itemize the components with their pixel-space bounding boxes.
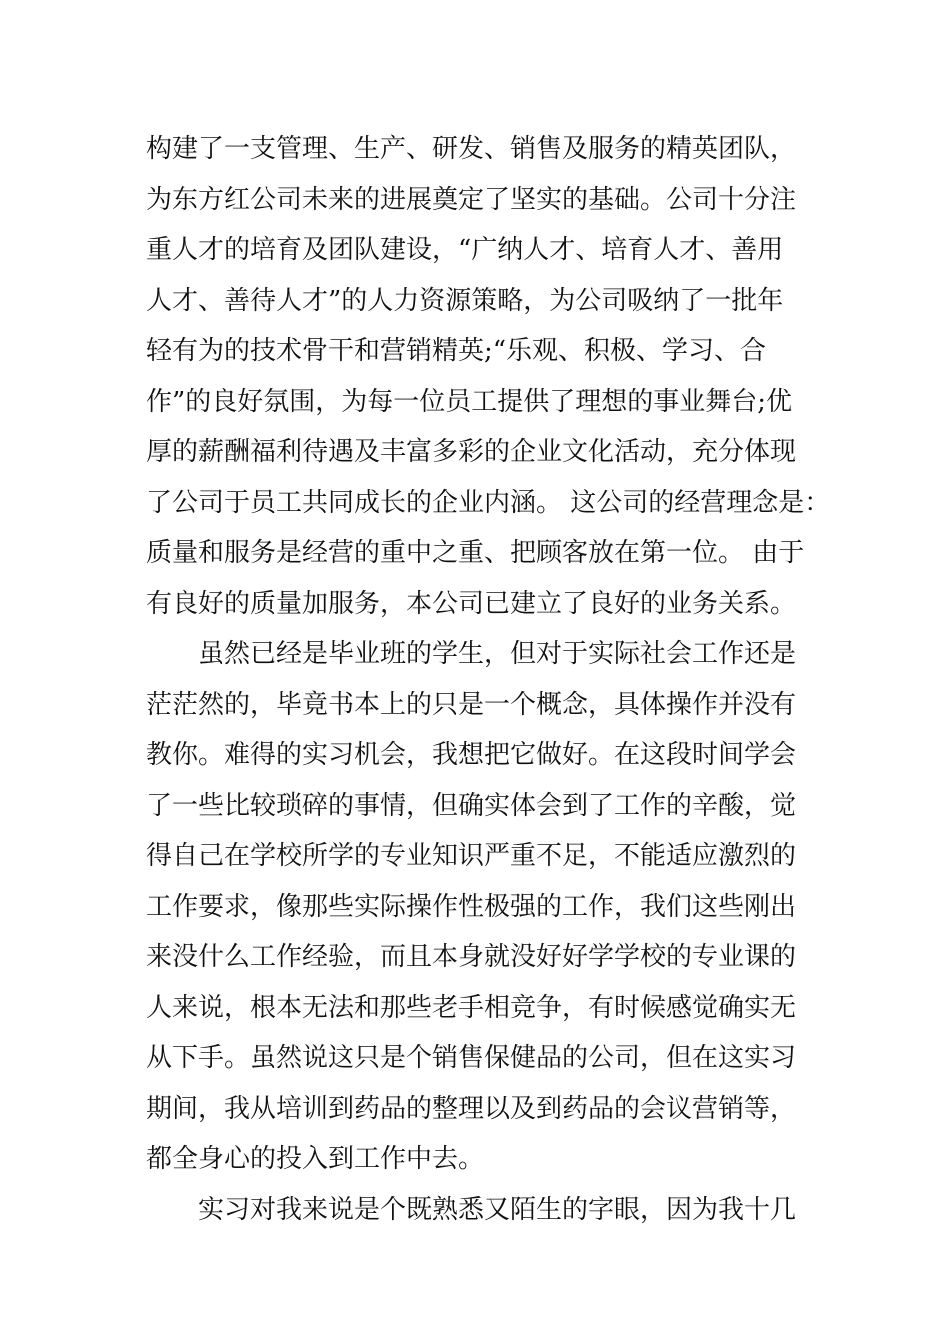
text-line: 来没什么工作经验，而且本身就没好好学学校的专业课的	[146, 942, 797, 972]
text-line: 教你。难得的实习机会，我想把它做好。在这段时间学会	[146, 740, 797, 770]
text-line: 都全身心的投入到工作中去。	[146, 1144, 485, 1174]
text-line: 从下手。虽然说这只是个销售保健品的公司，但在这实习	[146, 1043, 797, 1073]
text-line: 实习对我来说是个既熟悉又陌生的字眼，因为我十几	[146, 1194, 797, 1225]
document-body	[146, 124, 831, 1235]
text-line: 人来说，根本无法和那些老手相竞争，有时候感觉确实无	[146, 992, 797, 1023]
text-line: 期间，我从培训到药品的整理以及到药品的会议营销等，	[146, 1093, 797, 1124]
text-line: 重人才的培育及团队建设，“广纳人才、培育人才、善用	[146, 235, 784, 265]
text-line: 轻有为的技术骨干和营销精英;“乐观、积极、学习、合	[146, 336, 767, 366]
text-line: 为东方红公司未来的进展奠定了坚实的基础。公司十分注	[146, 184, 797, 215]
text-line: 了一些比较琐碎的事情，但确实体会到了工作的辛酸，觉	[146, 790, 797, 821]
text-line: 构建了一支管理、生产、研发、销售及服务的精英团队，	[146, 134, 797, 164]
text-line: 有良好的质量加服务，本公司已建立了良好的业务关系。	[146, 588, 797, 619]
text-line: 了公司于员工共同成长的企业内涵。 这公司的经营理念是：	[146, 487, 831, 518]
text-line: 虽然已经是毕业班的学生，但对于实际社会工作还是	[146, 639, 797, 669]
text-line: 得自己在学校所学的专业知识严重不足，不能适应激烈的	[146, 841, 797, 871]
text-line: 作”的良好氛围，为每一位员工提供了理想的事业舞台;优	[146, 386, 793, 417]
text-line: 厚的薪酬福利待遇及丰富多彩的企业文化活动，充分体现	[146, 437, 797, 467]
text-line: 质量和服务是经营的重中之重、把顾客放在第一位。 由于	[146, 538, 805, 568]
text-line: 茫茫然的，毕竟书本上的只是一个概念，具体操作并没有	[146, 689, 797, 720]
text-line: 工作要求，像那些实际操作性极强的工作，我们这些刚出	[146, 891, 797, 922]
text-line: 人才、善待人才”的人力资源策略，为公司吸纳了一批年	[146, 285, 784, 316]
